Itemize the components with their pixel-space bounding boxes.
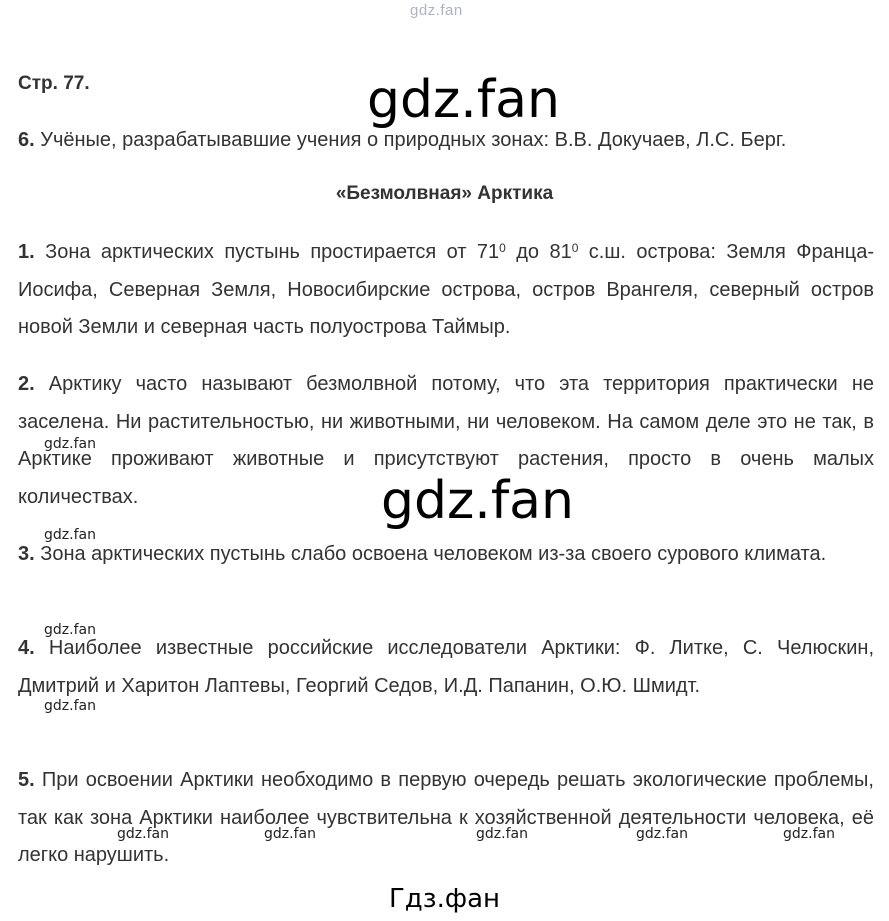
watermark-small-2: gdz.fan [44,527,96,543]
item-1-number: 1. [18,241,35,263]
item-1 [18,234,874,347]
item-3-number: 3. [18,543,35,565]
item-5-text: При освоении Арктики необходимо в первую очередь решать экологические проблемы, так как зона Арктики наиболее чувствительна к хозяйственной деятельности человека, её легко нарушить. [18,769,874,866]
item-6 [18,122,874,160]
item-4-text: Наиболее известные российские исследователи Арктики: Ф. Литке, С. Челюскин, Дмитрий и Харитон Лаптевы, Георгий Седов, И.Д. Папанин, О.Ю. Шмидт. [18,637,874,697]
section-title: «Безмолвная» Арктика [335,183,554,204]
footer-watermark: Гдз.фан [388,884,501,914]
item-1-text-c: с.ш. острова: Земля Франца-Иосифа, Северная Земля, Новосибирские острова, остров Врангеля, северный остров новой Земли и северная часть полуострова Таймыр. [18,241,874,338]
item-1-degree-2: 0 [571,241,579,255]
item-2-text: Арктику часто называют безмолвной потому, что эта территория практически не заселена. Ни растительностью, ни животными, ни человеком. На самом деле это не так, в Арктике проживают животные и присутствуют растения, просто в очень малых количествах. [18,373,874,508]
watermark-small-3: gdz.fan [44,622,96,638]
watermark-small-4: gdz.fan [44,698,96,714]
item-5-number: 5. [18,769,35,791]
item-5 [18,762,874,875]
item-4-number: 4. [18,637,35,659]
watermark-top: gdz.fan [410,2,463,19]
item-3 [18,536,874,574]
item-6-text: Учёные, разрабатывавшие учения о природных зонах: В.В. Докучаев, Л.С. Берг. [40,129,787,151]
item-4 [18,630,874,705]
watermark-large: gdz.fan [367,70,560,130]
item-6-number: 6. [18,129,35,151]
watermark-large-2: gdz.fan [381,471,574,531]
item-3-text: Зона арктических пустынь слабо освоена человеком из-за своего сурового климата. [40,543,827,565]
watermark-small-9: gdz.fan [783,826,835,842]
item-1-degree-1: 0 [499,241,506,255]
watermark-small-5: gdz.fan [117,826,169,842]
item-1-text-b: до 81 [505,241,572,263]
item-2-number: 2. [18,373,35,395]
watermark-small-1: gdz.fan [44,436,96,452]
watermark-small-8: gdz.fan [636,826,688,842]
page-heading: Стр. 77. [18,73,90,94]
watermark-small-7: gdz.fan [476,826,528,842]
watermark-small-6: gdz.fan [264,826,316,842]
item-1-text-a: Зона арктических пустынь простирается от 71 [45,241,500,263]
